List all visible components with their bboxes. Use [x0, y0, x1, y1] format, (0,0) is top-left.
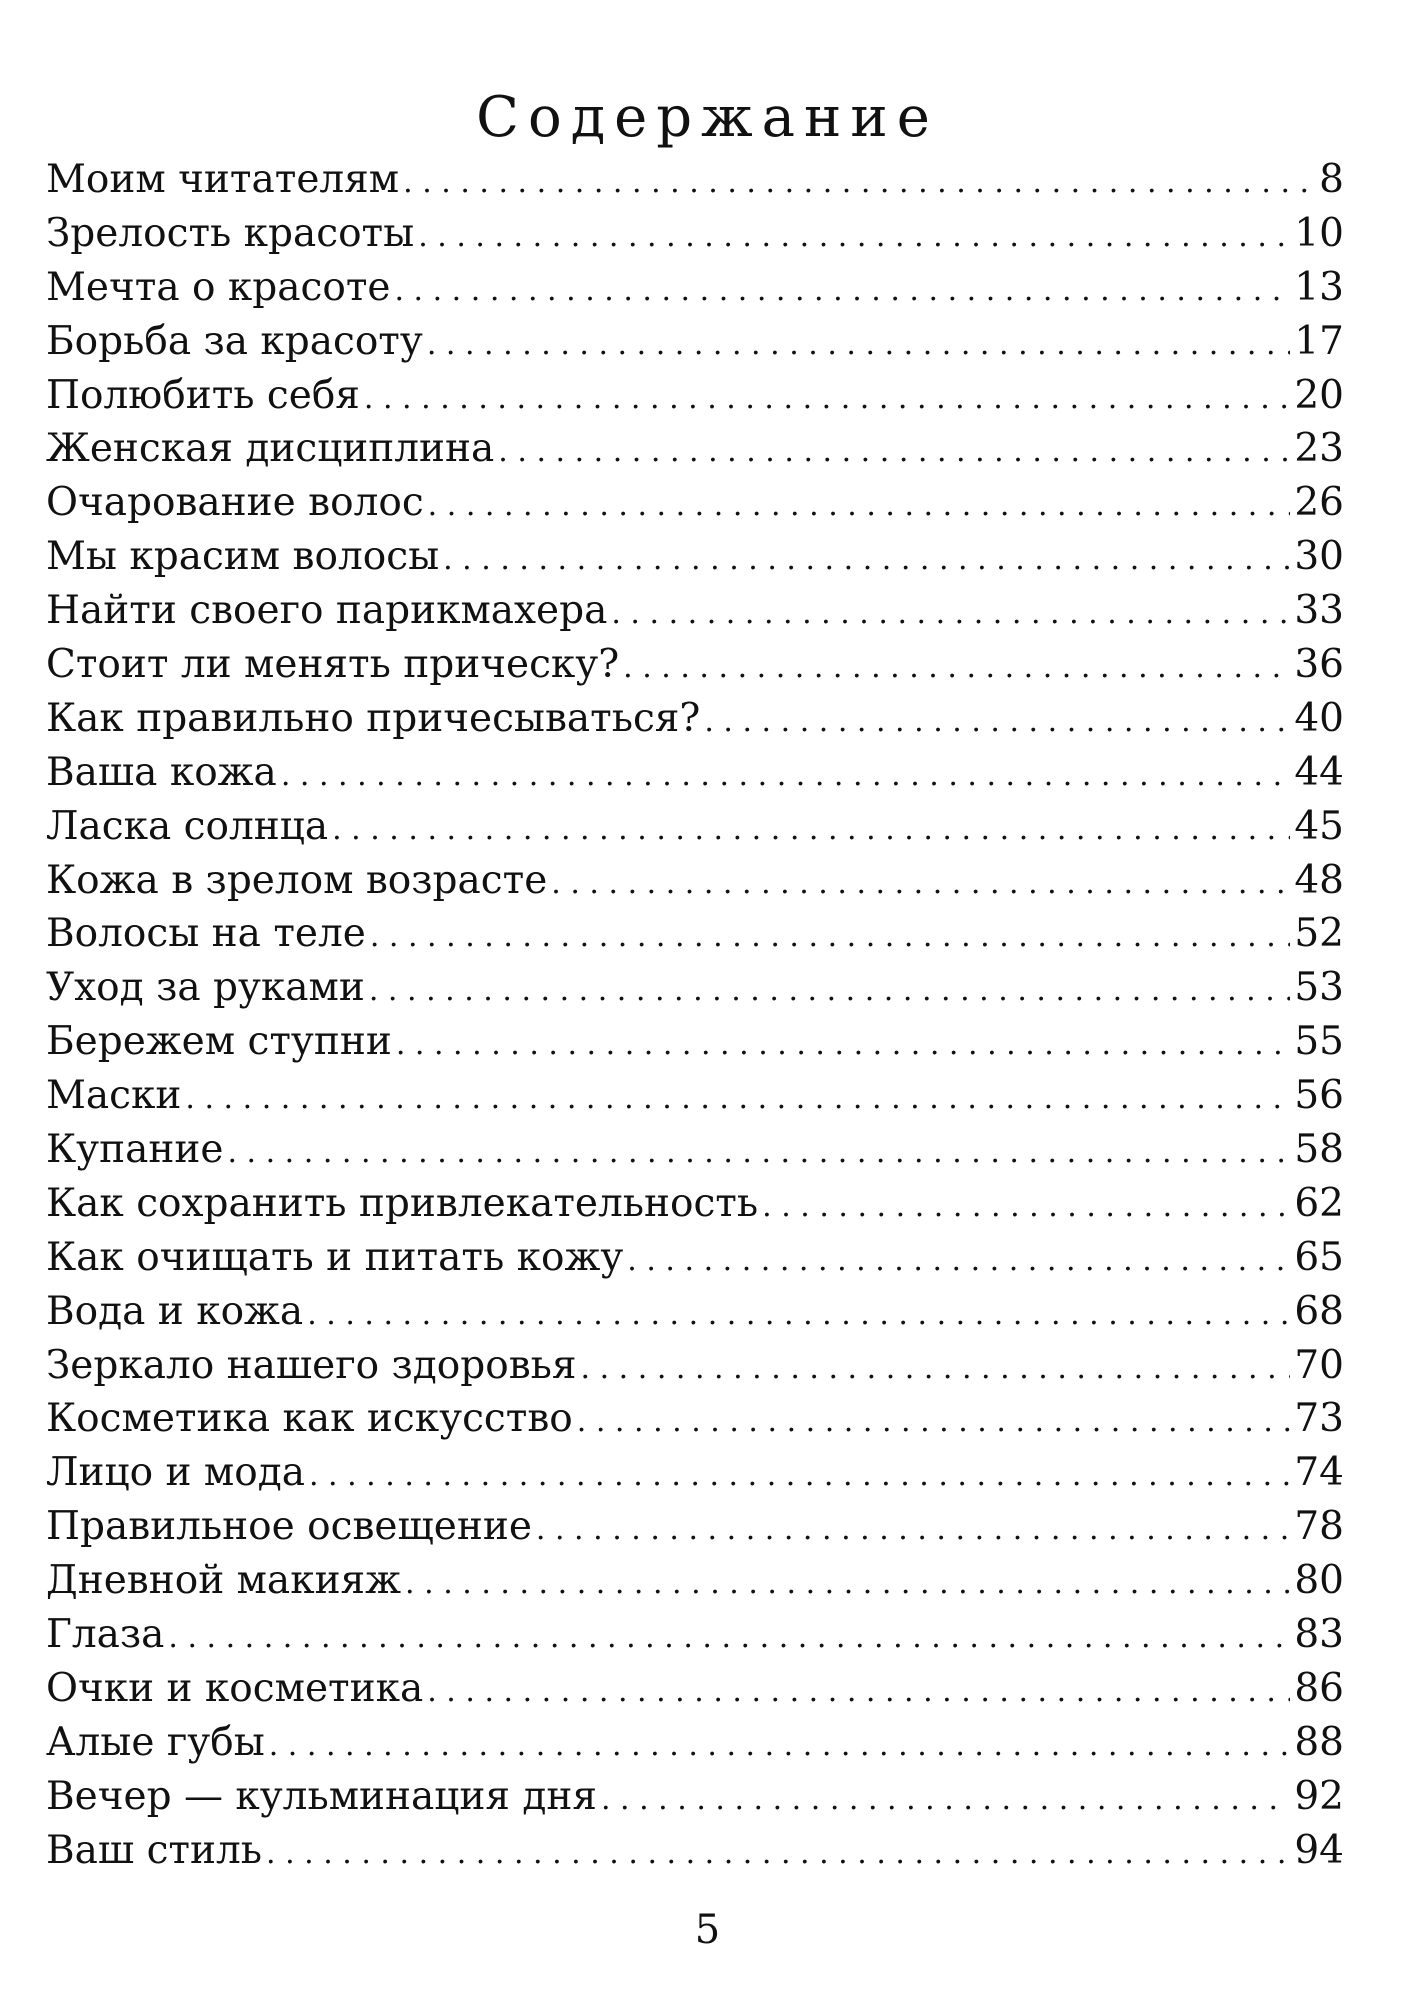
dot-leader [762, 1180, 1290, 1234]
toc-entry-title: Бережем ступни [46, 1019, 392, 1065]
toc-entry [46, 1716, 1344, 1770]
toc-entry-page: 20 [1294, 372, 1344, 418]
dot-leader [370, 910, 1291, 964]
dot-leader [168, 1611, 1290, 1665]
dot-leader [623, 641, 1290, 695]
toc-entry-title: Мечта о красоте [46, 264, 391, 310]
toc-entry-page: 92 [1294, 1773, 1344, 1819]
dot-leader [601, 1773, 1290, 1827]
toc-entry-title: Моим читателям [46, 157, 400, 202]
dot-leader [403, 156, 1315, 210]
dot-leader [396, 1018, 1291, 1072]
toc-entry-title: Очки и косметика [46, 1665, 424, 1711]
dot-leader [418, 210, 1290, 264]
dot-leader [364, 372, 1290, 426]
toc-entry-page: 8 [1319, 157, 1344, 202]
dot-leader [185, 1072, 1290, 1126]
toc-entry [46, 692, 1344, 746]
toc-entry-title: Алые губы [46, 1719, 265, 1765]
toc-entry-page: 40 [1294, 695, 1344, 741]
toc-entry-page: 30 [1294, 534, 1344, 580]
toc-entry-title: Правильное освещение [46, 1504, 532, 1550]
toc-entry [46, 1446, 1344, 1500]
toc-entry-page: 10 [1294, 210, 1344, 256]
dot-leader [627, 1234, 1290, 1288]
toc-entry-page: 80 [1294, 1558, 1344, 1604]
toc-entry-page: 78 [1294, 1504, 1344, 1550]
dot-leader [536, 1503, 1290, 1557]
toc-entry-page: 55 [1294, 1019, 1344, 1065]
toc-entry-title: Как правильно причесываться? [46, 695, 701, 741]
toc-entry [46, 584, 1344, 638]
toc-entry-page: 23 [1294, 426, 1344, 472]
dot-leader [551, 857, 1290, 911]
toc-entry [46, 530, 1344, 584]
dot-leader [611, 587, 1290, 641]
toc-entry-title: Дневной макияж [46, 1558, 402, 1604]
toc-entry-page: 65 [1294, 1234, 1344, 1280]
toc-entry [46, 261, 1344, 315]
table-of-contents [46, 153, 1344, 1878]
toc-entry-page: 73 [1294, 1396, 1344, 1442]
toc-entry-page: 88 [1294, 1719, 1344, 1765]
toc-entry [46, 638, 1344, 692]
toc-entry [46, 1339, 1344, 1393]
toc-entry-title: Вода и кожа [46, 1288, 304, 1334]
toc-entry-title: Очарование волос [46, 480, 424, 526]
toc-entry [46, 1662, 1344, 1716]
dot-leader [498, 425, 1290, 479]
toc-entry [46, 1231, 1344, 1285]
toc-entry [46, 1770, 1344, 1824]
toc-entry-title: Зрелость красоты [46, 210, 415, 256]
toc-entry-page: 48 [1294, 857, 1344, 903]
toc-entry-page: 62 [1294, 1180, 1344, 1226]
toc-entry [46, 1015, 1344, 1069]
dot-leader [581, 1342, 1291, 1396]
toc-entry [46, 854, 1344, 908]
toc-entry-title: Уход за руками [46, 965, 365, 1011]
toc-entry [46, 907, 1344, 961]
toc-entry-title: Полюбить себя [46, 372, 360, 418]
toc-entry [46, 1392, 1344, 1446]
toc-entry-page: 45 [1294, 803, 1344, 849]
toc-entry-page: 52 [1294, 911, 1344, 957]
toc-entry-title: Женская дисциплина [46, 426, 495, 472]
dot-leader [307, 1288, 1290, 1342]
toc-entry-title: Ваш стиль [46, 1827, 262, 1873]
toc-entry [46, 1285, 1344, 1339]
dot-leader [227, 1126, 1290, 1180]
toc-entry-page: 13 [1294, 264, 1344, 310]
toc-entry-title: Глаза [46, 1612, 165, 1658]
toc-entry-title: Борьба за красоту [46, 318, 423, 364]
toc-entry [46, 369, 1344, 423]
toc-entry [46, 207, 1344, 261]
dot-leader [405, 1557, 1290, 1611]
dot-leader [332, 803, 1290, 857]
toc-entry-title: Как очищать и питать кожу [46, 1234, 624, 1280]
toc-entry-title: Маски [46, 1073, 182, 1119]
toc-entry [46, 961, 1344, 1015]
toc-entry-title: Волосы на теле [46, 911, 366, 957]
toc-entry-title: Лицо и мода [46, 1450, 305, 1496]
page-number: 5 [694, 1907, 721, 1953]
dot-leader [369, 964, 1291, 1018]
dot-leader [309, 1449, 1290, 1503]
toc-entry-page: 94 [1294, 1827, 1344, 1873]
page-title: Содержание [476, 84, 939, 150]
toc-entry-title: Найти своего парикмахера [46, 588, 608, 634]
toc-entry-page: 53 [1294, 965, 1344, 1011]
toc-entry-page: 83 [1294, 1612, 1344, 1658]
dot-leader [427, 318, 1291, 372]
dot-leader [269, 1719, 1291, 1773]
toc-entry [46, 1824, 1344, 1878]
toc-entry-page: 58 [1294, 1127, 1344, 1173]
toc-entry-page: 33 [1294, 588, 1344, 634]
dot-leader [577, 1395, 1291, 1449]
toc-entry [46, 315, 1344, 369]
dot-leader [394, 264, 1290, 318]
toc-entry-title: Купание [46, 1127, 224, 1173]
toc-entry-title: Кожа в зрелом возрасте [46, 857, 548, 903]
dot-leader [266, 1827, 1290, 1881]
dot-leader [281, 749, 1291, 803]
toc-entry [46, 1608, 1344, 1662]
toc-entry [46, 1500, 1344, 1554]
toc-entry [46, 1069, 1344, 1123]
toc-entry [46, 153, 1344, 207]
toc-entry-page: 44 [1294, 749, 1344, 795]
toc-entry [46, 746, 1344, 800]
toc-entry-page: 68 [1294, 1288, 1344, 1334]
toc-entry-page: 70 [1294, 1342, 1344, 1388]
toc-entry-page: 26 [1294, 480, 1344, 526]
toc-entry [46, 422, 1344, 476]
toc-entry-title: Ласка солнца [46, 803, 329, 849]
toc-entry-title: Мы красим волосы [46, 534, 440, 580]
toc-entry-page: 56 [1294, 1073, 1344, 1119]
toc-entry-title: Стоит ли менять прическу? [46, 642, 620, 688]
toc-entry [46, 1177, 1344, 1231]
toc-entry-title: Вечер — кульминация дня [46, 1773, 597, 1819]
toc-entry-page: 17 [1294, 318, 1344, 364]
dot-leader [428, 479, 1291, 533]
toc-entry-page: 74 [1294, 1450, 1344, 1496]
dot-leader [427, 1665, 1290, 1719]
toc-entry-title: Косметика как искусство [46, 1396, 573, 1442]
toc-entry [46, 1123, 1344, 1177]
toc-entry-page: 86 [1294, 1665, 1344, 1711]
toc-entry-title: Как сохранить привлекательность [46, 1180, 759, 1226]
toc-entry [46, 1554, 1344, 1608]
toc-entry-title: Зеркало нашего здоровья [46, 1342, 577, 1388]
toc-entry-title: Ваша кожа [46, 749, 277, 795]
toc-entry-page: 36 [1294, 642, 1344, 688]
dot-leader [443, 533, 1290, 587]
toc-entry [46, 800, 1344, 854]
toc-entry [46, 476, 1344, 530]
dot-leader [704, 695, 1290, 749]
